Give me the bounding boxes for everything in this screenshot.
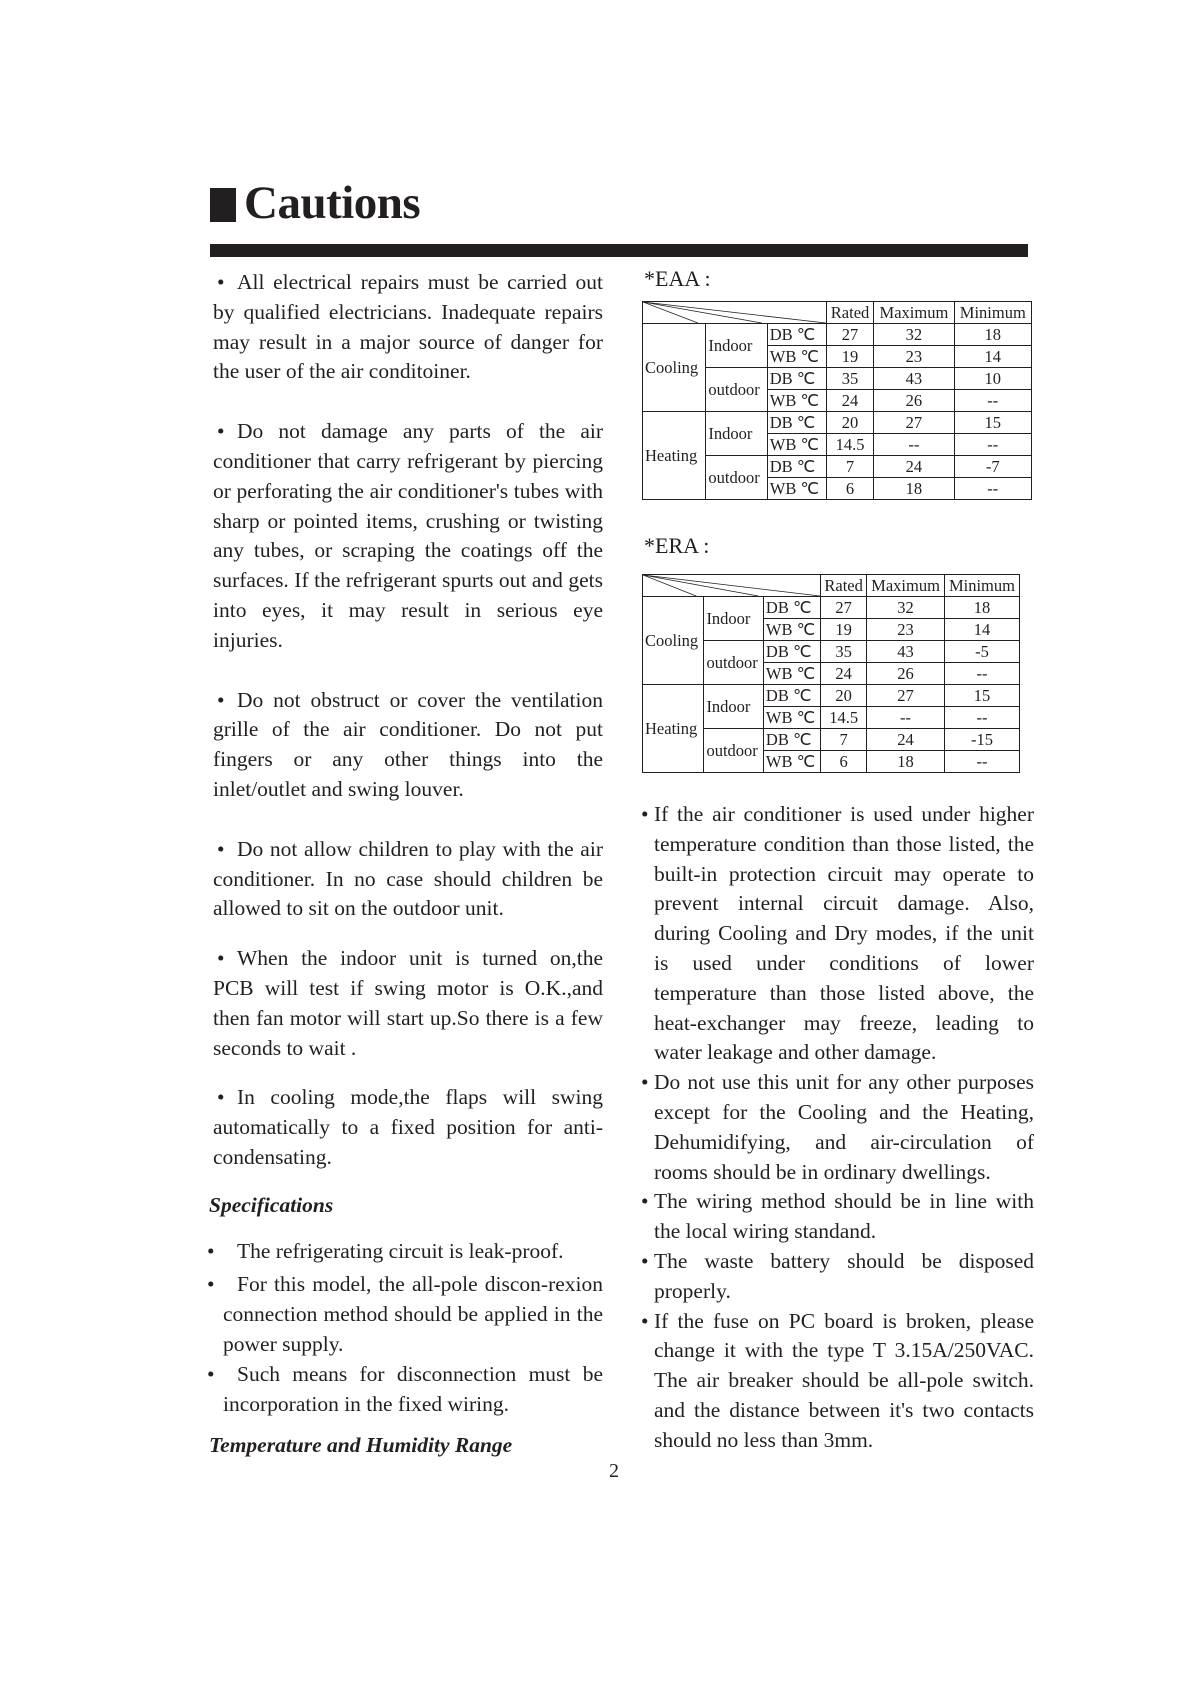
era-label: *ERA : [644,533,710,558]
caution-electrical-repairs: • All electrical repairs must be carried out by qualified electricians. Inadequate repairs may result in a major source of danger for the user of the air conditoiner. [213,268,603,387]
table-cell: -7 [954,456,1031,478]
table-cell: 23 [874,346,954,368]
location-outdoor-label: outdoor [706,456,767,500]
location-outdoor-label: outdoor [706,368,767,412]
page-title [210,176,420,230]
diagonal-header-cell [643,302,827,324]
dry-bulb-label: DB ℃ [763,729,820,751]
temperature-range-heading: Temperature and Humidity Range [209,1433,513,1458]
caution-children: • Do not allow children to play with the air conditioner. In no case should children be allowed to sit on the outdoor unit. [213,835,603,924]
column-header-maximum: Maximum [874,302,954,324]
table-row [643,597,1020,619]
dry-bulb-label: DB ℃ [767,412,826,434]
title-rule [210,244,1028,257]
table-cell: -- [874,434,954,456]
wet-bulb-label: WB ℃ [763,663,820,685]
wet-bulb-label: WB ℃ [767,434,826,456]
wet-bulb-label: WB ℃ [767,346,826,368]
table-cell: 10 [954,368,1031,390]
column-header-minimum: Minimum [944,575,1019,597]
table-cell: 32 [867,597,945,619]
location-indoor-label: Indoor [704,597,763,641]
table-cell: 7 [821,729,867,751]
dry-bulb-label: DB ℃ [767,456,826,478]
note-fuse: • If the fuse on PC board is broken, please change it with the type T 3.15A/250VAC. The air breaker should be all-pole switch. and the distance between it's two contacts should no less than 3mm. [642,1307,1034,1456]
table-cell: -- [944,663,1019,685]
mode-heating-label: Heating [643,412,706,500]
table-cell: 20 [821,685,867,707]
table-cell: 6 [821,751,867,773]
eaa-range-table [642,301,1032,500]
diagonal-header-cell [643,575,821,597]
location-outdoor-label: outdoor [704,641,763,685]
note-high-temperature: • If the air conditioner is used under higher temperature condition than those listed, the built-in protection circuit may operate to prevent internal circuit damage. Also, during Cooling and Dry modes, if the unit is used under conditions of lower temperature than those listed above, the heat-exchanger may freeze, leading to water leakage and other damage. [642,800,1034,1068]
table-cell: 19 [821,619,867,641]
table-cell: 15 [944,685,1019,707]
mode-cooling-label: Cooling [643,597,704,685]
dry-bulb-label: DB ℃ [763,597,820,619]
table-cell: -- [944,707,1019,729]
caution-swing-motor: • When the indoor unit is turned on,the PCB will test if swing motor is O.K.,and then fan motor will start up.So there is a few seconds to wait . [213,944,603,1063]
wet-bulb-label: WB ℃ [763,751,820,773]
table-cell: -- [944,751,1019,773]
table-cell: 15 [954,412,1031,434]
location-indoor-label: Indoor [706,324,767,368]
caution-refrigerant-parts: • Do not damage any parts of the air conditioner that carry refrigerant by piercing or perforating the air conditioner's tubes with sharp or pointed items, crushing or twisting any tubes, or scraping the coatings off the surfaces. If the refrigerant spurts out and gets into eyes, it may result in serious eye injuries. [213,417,603,655]
location-outdoor-label: outdoor [704,729,763,773]
table-cell: 23 [867,619,945,641]
specifications-list [213,1237,603,1420]
table-cell: 35 [826,368,873,390]
dry-bulb-label: DB ℃ [763,685,820,707]
wet-bulb-label: WB ℃ [767,478,826,500]
column-header-maximum: Maximum [867,575,945,597]
table-cell: -- [867,707,945,729]
table-cell: 6 [826,478,873,500]
column-header-minimum: Minimum [954,302,1031,324]
table-cell: 18 [954,324,1031,346]
table-cell: 27 [867,685,945,707]
table-cell: 24 [874,456,954,478]
mode-heating-label: Heating [643,685,704,773]
location-indoor-label: Indoor [706,412,767,456]
table-row [643,412,1032,434]
title-square-icon [210,188,236,222]
caution-flaps: • In cooling mode,the flaps will swing automatically to a fixed position for anti-condensating. [213,1083,603,1172]
column-header-rated: Rated [826,302,873,324]
table-header-row [643,575,1020,597]
table-cell: -5 [944,641,1019,663]
table-cell: 43 [867,641,945,663]
table-cell: 35 [821,641,867,663]
table-cell: 26 [867,663,945,685]
note-purpose: • Do not use this unit for any other purposes except for the Cooling and the Heating, Dehumidifying, and air-circulation of rooms should be in ordinary dwellings. [642,1068,1034,1187]
table-cell: 18 [867,751,945,773]
specifications-heading: Specifications [209,1192,334,1217]
table-cell: -15 [944,729,1019,751]
eaa-label: *EAA : [644,266,711,291]
spec-item: • The refrigerating circuit is leak-proof. [213,1237,603,1267]
dry-bulb-label: DB ℃ [767,324,826,346]
table-cell: 14.5 [826,434,873,456]
right-notes-list [642,800,1034,1456]
table-cell: 32 [874,324,954,346]
note-battery: • The waste battery should be disposed properly. [642,1247,1034,1307]
table-cell: 18 [874,478,954,500]
caution-ventilation: • Do not obstruct or cover the ventilation grille of the air conditioner. Do not put fingers or any other things into the inlet/outlet and swing louver. [213,686,603,805]
note-wiring: • The wiring method should be in line with the local wiring standand. [642,1187,1034,1247]
table-cell: 43 [874,368,954,390]
table-cell: -- [954,434,1031,456]
wet-bulb-label: WB ℃ [763,707,820,729]
title-text: Cautions [244,177,421,229]
spec-item: • Such means for disconnection must be incorporation in the fixed wiring. [213,1360,603,1420]
page-number: 2 [609,1460,619,1482]
table-cell: 27 [826,324,873,346]
table-cell: 7 [826,456,873,478]
table-cell: 20 [826,412,873,434]
table-cell: 24 [867,729,945,751]
spec-item: • For this model, the all-pole discon-rexion connection method should be applied in the power supply. [213,1270,603,1359]
wet-bulb-label: WB ℃ [763,619,820,641]
table-cell: 14 [954,346,1031,368]
table-cell: 19 [826,346,873,368]
left-column [209,268,603,1461]
table-cell: 24 [826,390,873,412]
era-range-table [642,574,1020,773]
table-cell: 14 [944,619,1019,641]
table-cell: 27 [821,597,867,619]
location-indoor-label: Indoor [704,685,763,729]
dry-bulb-label: DB ℃ [767,368,826,390]
table-cell: 24 [821,663,867,685]
table-cell: -- [954,390,1031,412]
table-cell: 14.5 [821,707,867,729]
table-cell: 26 [874,390,954,412]
wet-bulb-label: WB ℃ [767,390,826,412]
column-header-rated: Rated [821,575,867,597]
table-row [643,324,1032,346]
table-row [643,685,1020,707]
table-cell: 18 [944,597,1019,619]
table-cell: 27 [874,412,954,434]
table-header-row [643,302,1032,324]
table-cell: -- [954,478,1031,500]
dry-bulb-label: DB ℃ [763,641,820,663]
mode-cooling-label: Cooling [643,324,706,412]
